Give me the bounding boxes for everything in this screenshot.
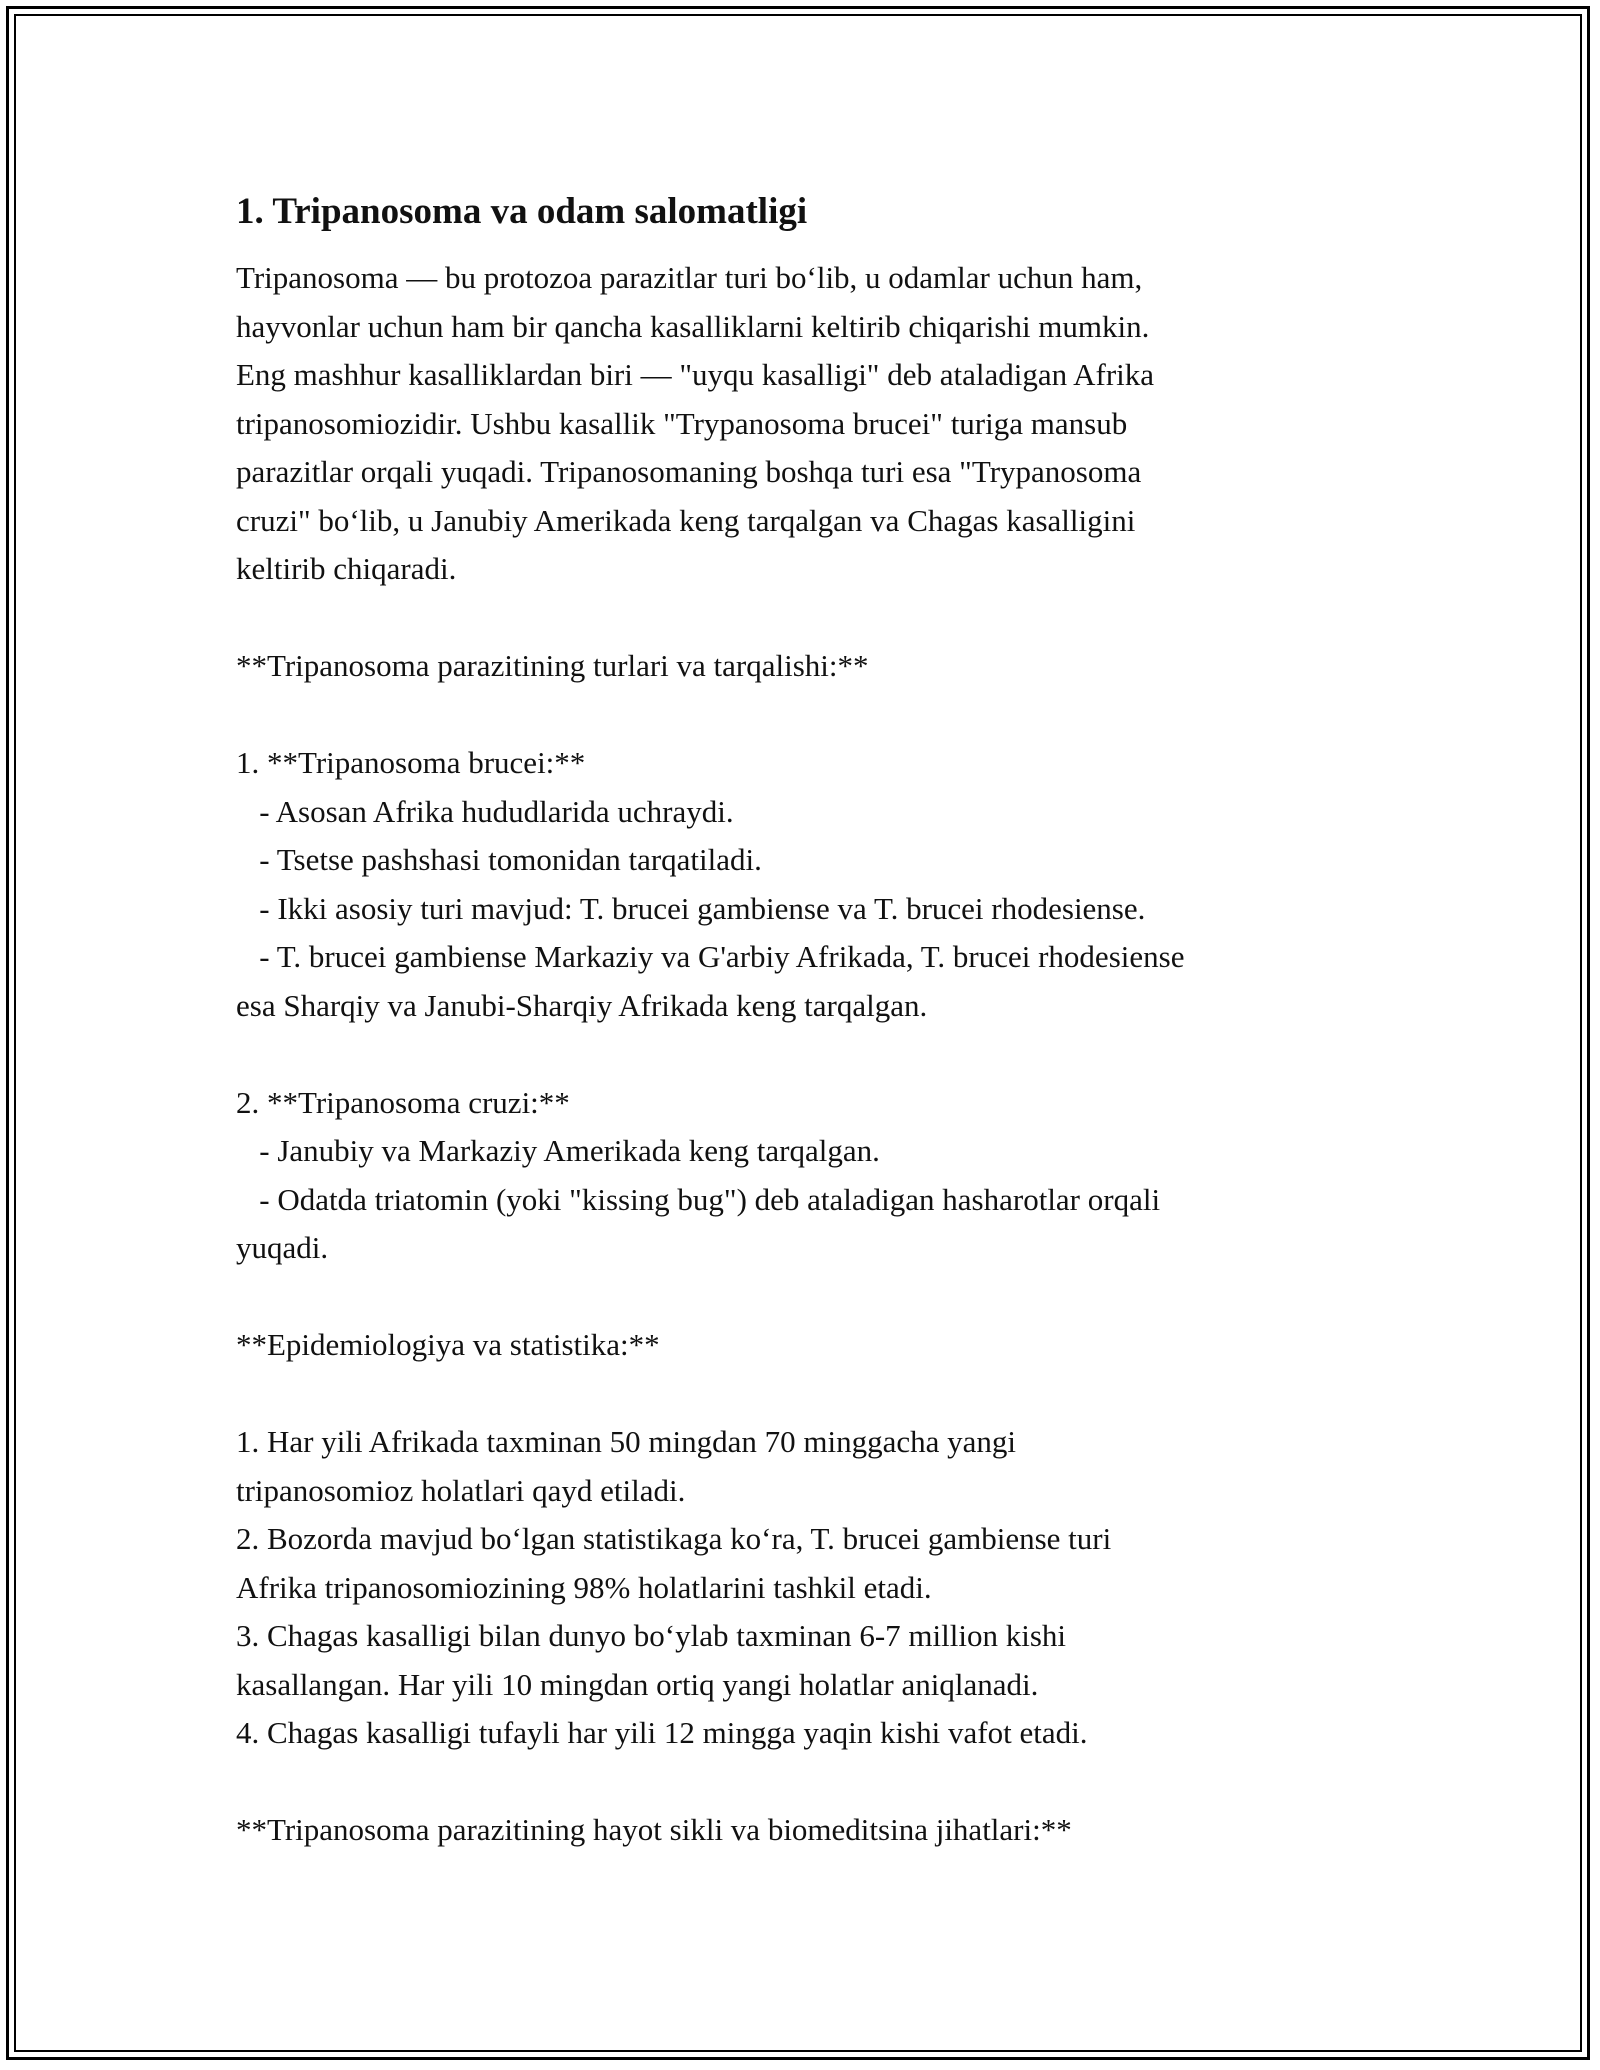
text-line: yuqadi. (236, 1230, 329, 1265)
text-line: 2. Bozorda mavjud bo‘lgan statistikaga ko‘ra, T. brucei gambiense turi (236, 1521, 1112, 1556)
text-line: 3. Chagas kasalligi bilan dunyo bo‘ylab taxminan 6-7 million kishi (236, 1618, 1067, 1653)
text-line: 1. **Tripanosoma brucei:** (236, 745, 586, 780)
text-line: - Janubiy va Markaziy Amerikada keng tarqalgan. (236, 1133, 880, 1168)
text-line: keltirib chiqaradi. (236, 551, 457, 586)
text-line: 4. Chagas kasalligi tufayli har yili 12 mingga yaqin kishi vafot etadi. (236, 1715, 1088, 1750)
text-line: Tripanosoma — bu protozoa parazitlar turi bo‘lib, u odamlar uchun ham, (236, 260, 1143, 295)
blank-line (236, 1030, 1386, 1079)
text-line: - Tsetse pashshasi tomonidan tarqatiladi. (236, 842, 762, 877)
document-text (236, 254, 1386, 1855)
blank-line (236, 691, 1386, 740)
text-line: cruzi" bo‘lib, u Janubiy Amerikada keng tarqalgan va Chagas kasalligini (236, 502, 1136, 538)
document-title: 1. Tripanosoma va odam salomatligi (236, 191, 808, 232)
text-line: - Ikki asosiy turi mavjud: T. brucei gambiense va T. brucei rhodesiense. (236, 890, 1146, 926)
text-line: 1. Har yili Afrikada taxminan 50 mingdan 70 minggacha yangi (236, 1424, 1016, 1459)
blank-line (236, 594, 1386, 643)
text-line: Afrika tripanosomiozining 98% holatlarini tashkil etadi. (236, 1569, 932, 1605)
blank-line (236, 1273, 1386, 1322)
blank-line (236, 1758, 1386, 1807)
text-line: tripanosomiozidir. Ushbu kasallik "Trypanosoma brucei" turiga mansub (236, 405, 1128, 441)
text-line: hayvonlar uchun ham bir qancha kasalliklarni keltirib chiqarishi mumkin. (236, 308, 1150, 344)
text-line: tripanosomioz holatlari qayd etiladi. (236, 1472, 686, 1508)
text-line: **Tripanosoma parazitining turlari va tarqalishi:** (236, 648, 869, 683)
text-line: esa Sharqiy va Janubi-Sharqiy Afrikada keng tarqalgan. (236, 987, 928, 1023)
text-line: parazitlar orqali yuqadi. Tripanosomaning boshqa turi esa "Trypanosoma (236, 454, 1142, 489)
document-body (236, 190, 1386, 1855)
text-line: - T. brucei gambiense Markaziy va G'arbiy Afrikada, T. brucei rhodesiense (236, 939, 1185, 974)
text-line: - Odatda triatomin (yoki "kissing bug") deb ataladigan hasharotlar orqali (236, 1181, 1161, 1217)
text-line: kasallangan. Har yili 10 mingdan ortiq yangi holatlar aniqlanadi. (236, 1666, 1039, 1702)
text-line: Eng mashhur kasalliklardan biri — "uyqu kasalligi" deb ataladigan Afrika (236, 357, 1155, 392)
text-line: - Asosan Afrika hududlarida uchraydi. (236, 793, 734, 829)
text-line: **Epidemiologiya va statistika:** (236, 1327, 660, 1362)
blank-line (236, 1370, 1386, 1419)
text-line: **Tripanosoma parazitining hayot sikli va biomeditsina jihatlari:** (236, 1812, 1072, 1847)
text-line: 2. **Tripanosoma cruzi:** (236, 1084, 570, 1120)
